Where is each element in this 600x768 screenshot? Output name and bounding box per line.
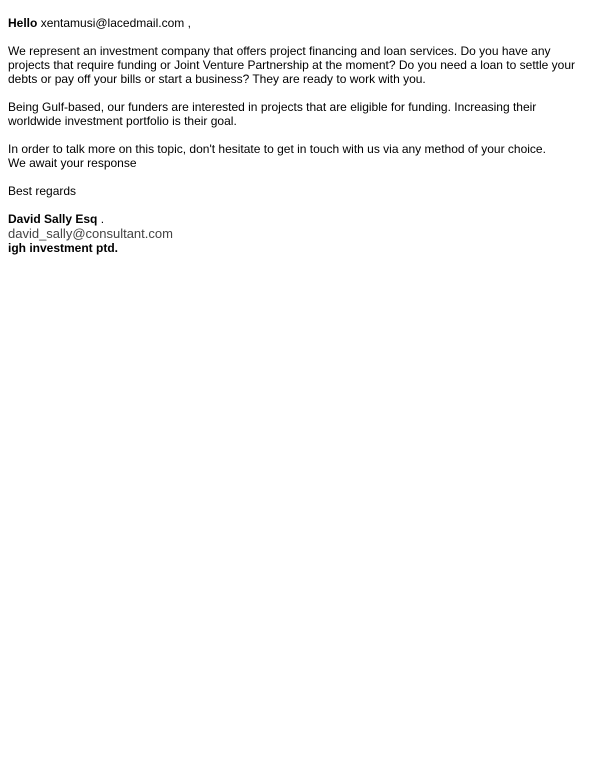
paragraph-offer: We represent an investment company that offers project financing and loan services. Do you have any projects that require funding or Joint Venture Partnership at the moment? Do you need a loan to settle your debts or pay off your bills or start a business? They are ready to work with you. [8, 44, 576, 86]
spacer [8, 128, 592, 142]
spacer [8, 198, 592, 212]
spacer [8, 86, 592, 100]
signature-name-suffix: . [97, 212, 105, 226]
paragraph-funders: Being Gulf-based, our funders are interested in projects that are eligible for funding. Increasing their worldwide investment portfolio is their goal. [8, 100, 537, 128]
spacer [8, 170, 592, 184]
signature-company: igh investment ptd. [8, 241, 119, 255]
greeting-line [8, 16, 592, 30]
closing-line: Best regards [8, 184, 77, 198]
paragraph-await: We await your response [8, 156, 137, 170]
signature-name: David Sally Esq [8, 212, 98, 226]
signature-name-line [8, 212, 592, 226]
spacer [8, 30, 592, 44]
email-body [8, 16, 592, 255]
signature-email-link[interactable]: david_sally@consultant.com [8, 226, 173, 241]
paragraph-contact: In order to talk more on this topic, don't hesitate to get in touch with us via any method of your choice. [8, 142, 546, 156]
recipient-address: xentamusi@lacedmail.com , [40, 16, 191, 30]
greeting-salutation: Hello [8, 16, 38, 30]
